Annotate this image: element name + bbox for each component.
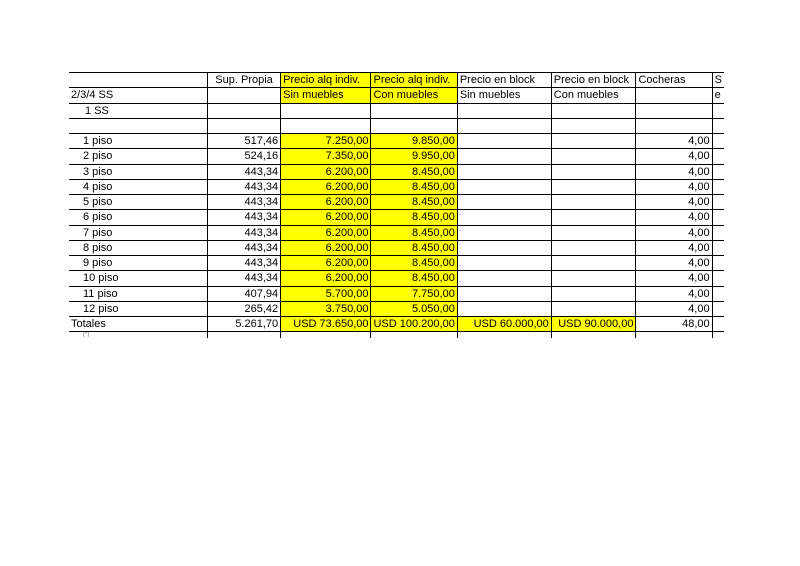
row-label[interactable]: 2 piso xyxy=(69,149,207,164)
empty-cell[interactable] xyxy=(457,103,551,118)
sup-propia-cell[interactable]: 524,16 xyxy=(207,149,280,164)
empty-cell[interactable] xyxy=(636,118,712,133)
precio-alq-sin-cell[interactable]: 7.250,00 xyxy=(281,134,371,149)
precio-block-con-cell[interactable] xyxy=(551,301,636,316)
totals-precio-alq-con[interactable]: USD 100.200,00 xyxy=(371,317,457,332)
empty-cell[interactable] xyxy=(712,103,724,118)
precio-alq-con-cell[interactable]: 7.750,00 xyxy=(371,286,457,301)
precio-block-sin-cell[interactable] xyxy=(457,286,551,301)
header-precio-block-sin[interactable]: Precio en block xyxy=(457,73,551,88)
precio-alq-sin-cell[interactable]: 6.200,00 xyxy=(281,210,371,225)
precio-alq-sin-cell[interactable]: 3.750,00 xyxy=(281,301,371,316)
precio-block-con-cell[interactable] xyxy=(551,179,636,194)
cocheras-cell[interactable]: 4,00 xyxy=(636,286,712,301)
sup-propia-cell[interactable]: 443,34 xyxy=(207,179,280,194)
header-precio-alq-indiv-sin[interactable]: Precio alq indiv. xyxy=(281,73,371,88)
sup-propia-cell[interactable]: 407,94 xyxy=(207,286,280,301)
precio-alq-sin-cell[interactable]: 6.200,00 xyxy=(281,225,371,240)
precio-alq-sin-cell[interactable]: 6.200,00 xyxy=(281,256,371,271)
precio-alq-sin-cell[interactable]: 7.350,00 xyxy=(281,149,371,164)
empty-cell[interactable] xyxy=(207,103,280,118)
table-row xyxy=(69,134,724,149)
totals-sup-propia[interactable]: 5.261,70 xyxy=(207,317,280,332)
sup-propia-cell[interactable]: 265,42 xyxy=(207,301,280,316)
table-row xyxy=(69,195,724,210)
precio-block-con-cell[interactable] xyxy=(551,195,636,210)
empty-cell[interactable] xyxy=(207,118,280,133)
sup-propia-cell[interactable]: 443,34 xyxy=(207,256,280,271)
precio-alq-con-cell[interactable]: 5.050,00 xyxy=(371,301,457,316)
cocheras-cell[interactable]: 4,00 xyxy=(636,134,712,149)
precio-block-con-cell[interactable] xyxy=(551,286,636,301)
precio-alq-con-cell[interactable]: 8.450,00 xyxy=(371,225,457,240)
empty-cell[interactable] xyxy=(281,103,371,118)
empty-cell[interactable] xyxy=(371,332,457,339)
precio-alq-con-cell[interactable]: 8.450,00 xyxy=(371,195,457,210)
spreadsheet-region xyxy=(69,72,724,340)
header-cocheras[interactable]: Cocheras xyxy=(636,73,712,88)
table-row xyxy=(69,225,724,240)
empty-cell[interactable] xyxy=(551,118,636,133)
sup-propia-cell[interactable]: 443,34 xyxy=(207,271,280,286)
header-precio-alq-indiv-con[interactable]: Precio alq indiv. xyxy=(371,73,457,88)
empty-cell[interactable] xyxy=(281,118,371,133)
precio-block-con-cell[interactable] xyxy=(551,240,636,255)
cocheras-cell[interactable]: 4,00 xyxy=(636,179,712,194)
cut-off-cell[interactable] xyxy=(712,134,724,149)
partial-row-label[interactable]: (*) xyxy=(83,332,90,339)
cut-off-cell[interactable] xyxy=(712,301,724,316)
row-1-ss xyxy=(69,103,724,118)
empty-cell[interactable] xyxy=(207,332,280,339)
precio-block-sin-cell[interactable] xyxy=(457,225,551,240)
precio-alq-con-cell[interactable]: 8.450,00 xyxy=(371,256,457,271)
pricing-table xyxy=(69,72,724,338)
header-cut-off[interactable]: S xyxy=(712,73,724,88)
totals-row xyxy=(69,317,724,332)
cut-off-cell[interactable] xyxy=(712,210,724,225)
cut-off-cell[interactable] xyxy=(712,164,724,179)
cut-off-cell[interactable] xyxy=(712,256,724,271)
precio-block-con-cell[interactable] xyxy=(551,256,636,271)
precio-block-sin-cell[interactable] xyxy=(457,210,551,225)
subheader-block-sin-muebles[interactable]: Sin muebles xyxy=(457,88,551,103)
cocheras-cell[interactable]: 4,00 xyxy=(636,210,712,225)
empty-cell[interactable] xyxy=(371,118,457,133)
subheader-block-con-muebles[interactable]: Con muebles xyxy=(551,88,636,103)
sup-propia-cell[interactable]: 443,34 xyxy=(207,225,280,240)
precio-block-sin-cell[interactable] xyxy=(457,271,551,286)
row-label[interactable]: 3 piso xyxy=(69,164,207,179)
empty-cell[interactable] xyxy=(636,332,712,339)
cut-off-cell[interactable] xyxy=(712,225,724,240)
precio-block-sin-cell[interactable] xyxy=(457,256,551,271)
row-label[interactable]: 11 piso xyxy=(69,286,207,301)
totals-label[interactable]: Totales xyxy=(69,317,207,332)
header-cell[interactable] xyxy=(207,88,280,103)
table-row xyxy=(69,164,724,179)
empty-cell[interactable] xyxy=(712,332,724,339)
cocheras-cell[interactable]: 4,00 xyxy=(636,301,712,316)
sup-propia-cell[interactable]: 443,34 xyxy=(207,164,280,179)
row-label-2-3-4-ss[interactable]: 2/3/4 SS xyxy=(69,88,207,103)
precio-block-sin-cell[interactable] xyxy=(457,149,551,164)
blank-row xyxy=(69,118,724,133)
table-row xyxy=(69,271,724,286)
precio-alq-sin-cell[interactable]: 5.700,00 xyxy=(281,286,371,301)
empty-cell[interactable] xyxy=(551,103,636,118)
subheader-con-muebles[interactable]: Con muebles xyxy=(371,88,457,103)
precio-block-con-cell[interactable] xyxy=(551,225,636,240)
cut-off-cell[interactable] xyxy=(712,149,724,164)
precio-block-sin-cell[interactable] xyxy=(457,301,551,316)
precio-alq-con-cell[interactable]: 8.450,00 xyxy=(371,164,457,179)
table-row xyxy=(69,286,724,301)
cocheras-cell[interactable]: 4,00 xyxy=(636,225,712,240)
precio-alq-sin-cell[interactable]: 6.200,00 xyxy=(281,164,371,179)
header-precio-block-con[interactable]: Precio en block xyxy=(551,73,636,88)
precio-alq-con-cell[interactable]: 9.950,00 xyxy=(371,149,457,164)
cut-off-cell[interactable] xyxy=(712,317,724,332)
precio-block-con-cell[interactable] xyxy=(551,164,636,179)
row-label[interactable]: 9 piso xyxy=(69,256,207,271)
precio-block-con-cell[interactable] xyxy=(551,210,636,225)
precio-block-con-cell[interactable] xyxy=(551,149,636,164)
precio-block-sin-cell[interactable] xyxy=(457,240,551,255)
row-label[interactable]: 6 piso xyxy=(69,210,207,225)
row-label[interactable]: 8 piso xyxy=(69,240,207,255)
row-label[interactable]: 4 piso xyxy=(69,179,207,194)
precio-block-sin-cell[interactable] xyxy=(457,164,551,179)
cut-off-cell[interactable] xyxy=(712,240,724,255)
cut-off-cell[interactable] xyxy=(712,179,724,194)
header-cell[interactable] xyxy=(69,73,207,88)
sup-propia-cell[interactable]: 443,34 xyxy=(207,210,280,225)
cocheras-cell[interactable]: 4,00 xyxy=(636,164,712,179)
table-row xyxy=(69,149,724,164)
totals-precio-block-con[interactable]: USD 90.000,00 xyxy=(551,317,636,332)
table-row xyxy=(69,240,724,255)
empty-cell[interactable] xyxy=(636,103,712,118)
header-sup-propia[interactable]: Sup. Propia xyxy=(207,73,280,88)
precio-block-con-cell[interactable] xyxy=(551,134,636,149)
sup-propia-cell[interactable]: 517,46 xyxy=(207,134,280,149)
table-row xyxy=(69,210,724,225)
cut-off-cell[interactable] xyxy=(712,195,724,210)
precio-alq-con-cell[interactable]: 8.450,00 xyxy=(371,179,457,194)
empty-cell[interactable] xyxy=(281,332,371,339)
precio-alq-sin-cell[interactable]: 6.200,00 xyxy=(281,271,371,286)
cocheras-cell[interactable]: 4,00 xyxy=(636,256,712,271)
totals-cocheras[interactable]: 48,00 xyxy=(636,317,712,332)
empty-cell[interactable] xyxy=(457,118,551,133)
table-row xyxy=(69,256,724,271)
table-row xyxy=(69,179,724,194)
row-label[interactable]: 5 piso xyxy=(69,195,207,210)
totals-precio-alq-sin[interactable]: USD 73.650,00 xyxy=(281,317,371,332)
cocheras-cell[interactable]: 4,00 xyxy=(636,240,712,255)
precio-alq-con-cell[interactable]: 8.450,00 xyxy=(371,240,457,255)
table-row xyxy=(69,301,724,316)
precio-block-sin-cell[interactable] xyxy=(457,195,551,210)
empty-cell[interactable] xyxy=(712,118,724,133)
precio-block-sin-cell[interactable] xyxy=(457,179,551,194)
sup-propia-cell[interactable]: 443,34 xyxy=(207,195,280,210)
row-label[interactable]: 7 piso xyxy=(69,225,207,240)
cocheras-cell[interactable]: 4,00 xyxy=(636,271,712,286)
precio-alq-sin-cell[interactable]: 6.200,00 xyxy=(281,179,371,194)
partial-row xyxy=(69,332,724,339)
totals-precio-block-sin[interactable]: USD 60.000,00 xyxy=(457,317,551,332)
row-label[interactable]: 12 piso xyxy=(69,301,207,316)
row-label[interactable]: 10 piso xyxy=(69,271,207,286)
cocheras-cell[interactable]: 4,00 xyxy=(636,195,712,210)
empty-cell[interactable] xyxy=(551,332,636,339)
empty-cell[interactable] xyxy=(69,118,207,133)
cut-off-cell[interactable] xyxy=(712,286,724,301)
precio-block-sin-cell[interactable] xyxy=(457,134,551,149)
sup-propia-cell[interactable]: 443,34 xyxy=(207,240,280,255)
row-label[interactable]: 1 piso xyxy=(69,134,207,149)
precio-alq-sin-cell[interactable]: 6.200,00 xyxy=(281,240,371,255)
empty-cell[interactable] xyxy=(371,103,457,118)
row-label-1-ss[interactable]: 1 SS xyxy=(69,103,207,118)
precio-alq-sin-cell[interactable]: 6.200,00 xyxy=(281,195,371,210)
precio-block-con-cell[interactable] xyxy=(551,271,636,286)
precio-alq-con-cell[interactable]: 8.450,00 xyxy=(371,210,457,225)
cut-off-cell[interactable] xyxy=(712,271,724,286)
subheader-sin-muebles[interactable]: Sin muebles xyxy=(281,88,371,103)
precio-alq-con-cell[interactable]: 8.450,00 xyxy=(371,271,457,286)
precio-alq-con-cell[interactable]: 9.850,00 xyxy=(371,134,457,149)
header-row-1 xyxy=(69,73,724,88)
empty-cell[interactable] xyxy=(457,332,551,339)
header-row-2 xyxy=(69,88,724,103)
header-cell[interactable] xyxy=(636,88,712,103)
cocheras-cell[interactable]: 4,00 xyxy=(636,149,712,164)
header-cut-off[interactable]: e xyxy=(712,88,724,103)
